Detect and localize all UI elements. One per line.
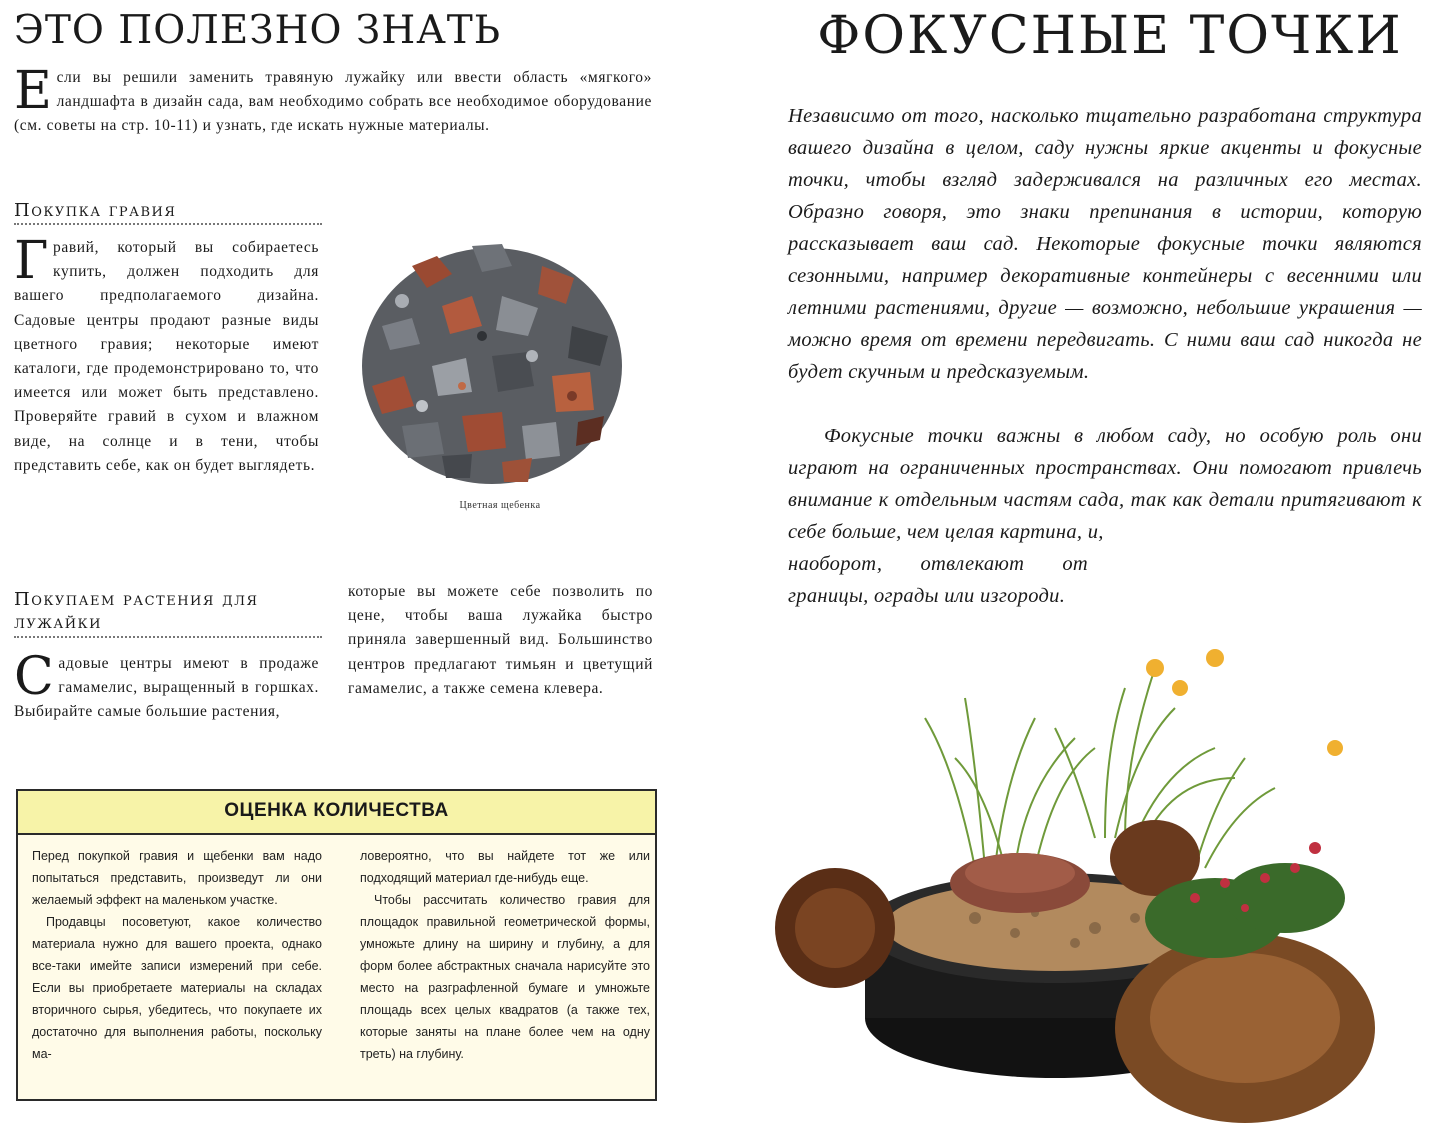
plants-paragraph-left (14, 647, 319, 725)
gravel-text: равий, который вы собираетесь купить, должен подходить для вашего предполагаемого дизайна. Садовые центры продают разные виды цветного гравия; некоторые имеют каталоги, где продемонстрировано то, что имеется или может быть представлено. Проверяйте гравий в сухом и влажном виде, на солнце и в тени, чтобы представить себе, как он будет выглядеть. (14, 239, 319, 474)
info-box-paragraph: Продавцы посоветуют, какое количество материала нужно для вашего проекта, однако все-таки имейте записи измерений при себе. Если вы приобретаете материалы на складах вторичного сырья, убедитесь, что покупаете их достаточно для выполнения работы, поскольку ма- (32, 915, 322, 1061)
plants-paragraph-right: которые вы можете себе позволить по цене, чтобы ваша лужайка быстро приняла завершенный вид. Большинство центров предлагают тимьян и цветущий гамамелис, а также семена клевера. (348, 583, 653, 697)
gravel-paragraph (14, 231, 319, 478)
focal-paragraph-2: Фокусные точки важны в любом саду, но особую роль они играют на ограниченных пространствах. Они помогают привлечь внимание к отдельным частям сада, так как детали притягивают к себе больше, чем целая картина, и, (788, 425, 1422, 543)
planter-photo (775, 628, 1443, 1128)
focal-paragraph-tail: наоборот, отвлекают от границы, ограды или изгороди. (788, 553, 1088, 607)
dropcap: Г (14, 231, 50, 291)
image-caption: Цветная щебенка (459, 500, 541, 511)
info-box-title: ОЦЕНКА КОЛИЧЕСТВА (18, 791, 655, 835)
intro-paragraph (14, 61, 652, 139)
plants-text-left: адовые центры имеют в продаже гамамелис, выращенный в горшках. Выбирайте самые большие растения, (14, 655, 319, 721)
info-box-paragraph: Перед покупкой гравия и щебенки вам надо попытаться представить, произведут ли они желаемый эффект на маленьком участке. (32, 849, 322, 907)
info-box (16, 789, 657, 1101)
info-box-paragraph: Чтобы рассчитать количество гравия для площадок правильной геометрической формы, умножьте длину на ширину и глубину, а для форм более абстрактных сначала нарисуйте это место на разграфленной бумаге и умножьте площадь всех целых квадратов (а также тех, которые заняты на плане более чем на одну треть) на глубину. (360, 893, 650, 1061)
planter-arrangement (775, 649, 1375, 1123)
dropcap: Е (14, 61, 53, 121)
section-heading-plants: Покупаем растения для лужайки (14, 588, 322, 638)
info-box-column-right (360, 845, 650, 1065)
intro-text: сли вы решили заменить травяную лужайку или ввести область «мягкого» ландшафта в дизайн сада, вам необходимо собрать все необходимое оборудование (см. советы на стр. 10-11) и узнать, где искать нужные материалы. (14, 69, 652, 135)
gravel-photo (342, 226, 646, 494)
section-heading-gravel: Покупка гравия (14, 200, 322, 225)
gravel-pile (362, 244, 622, 484)
page-title: ЭТО ПОЛЕЗНО ЗНАТЬ (14, 8, 502, 53)
dropcap: С (14, 647, 55, 707)
info-box-column-left (32, 845, 322, 1065)
page-title-right: ФОКУСНЫЕ ТОЧКИ (817, 6, 1403, 66)
focal-paragraph-1: Независимо от того, насколько тщательно разработана структура вашего дизайна в целом, саду нужны яркие акценты и фокусные точки, чтобы взгляд задерживался на различных его местах. Образно говоря, это знаки препинания в истории, которую рассказывает ваш сад. Некоторые фокусные точки являются сезонными, например декоративные контейнеры с весенними или летними растениями, другие — возможно, небольшие украшения — можно время от времени передвигать. С ними ваш сад никогда не будет скучным и предсказуемым. (788, 105, 1422, 383)
info-box-paragraph: ловероятно, что вы найдете тот же или подходящий материал где-нибудь еще. (360, 849, 650, 885)
